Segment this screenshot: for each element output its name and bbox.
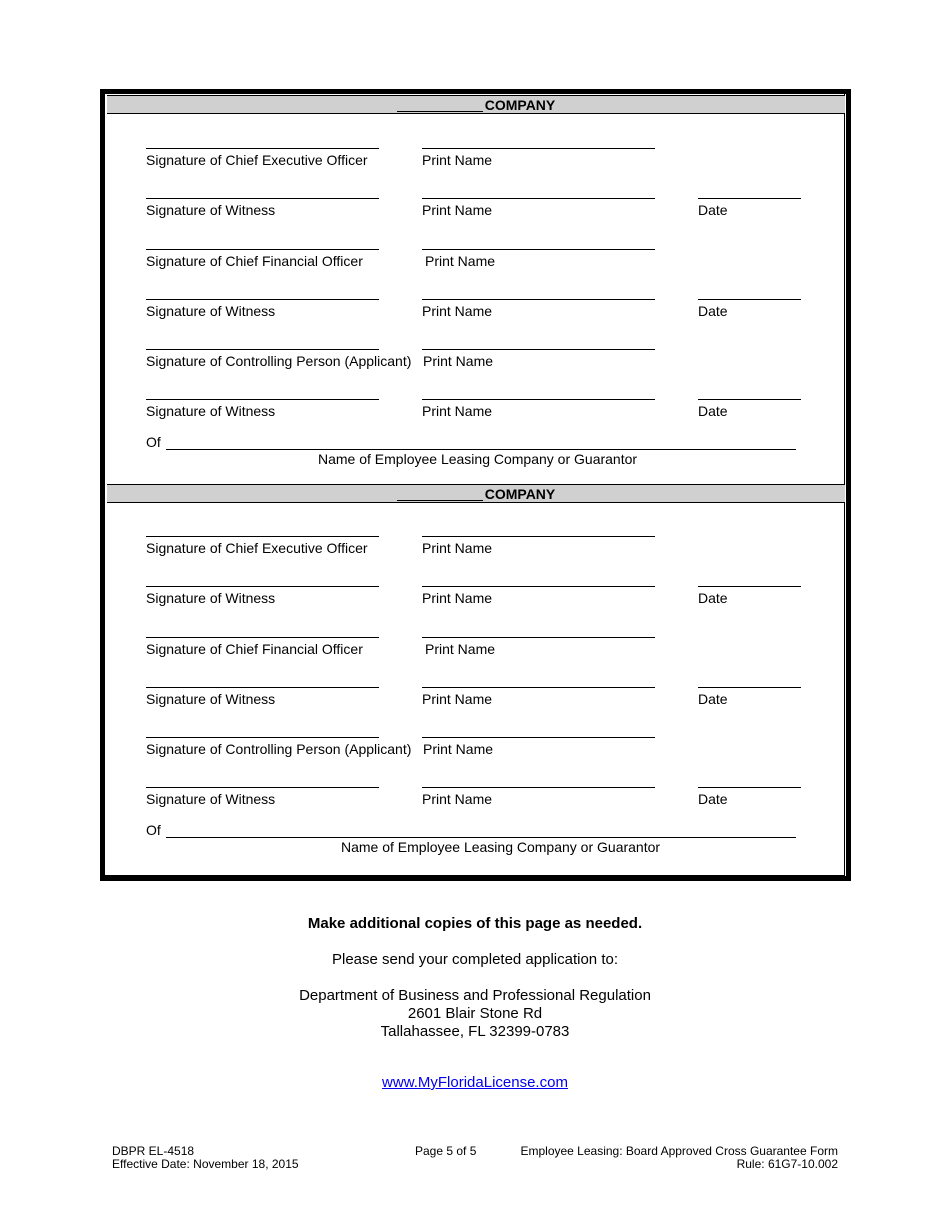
signature-line[interactable] (146, 349, 379, 350)
print-name-label: Print Name (422, 791, 493, 807)
signature-row (107, 349, 845, 399)
print-name-label: Print Name (422, 303, 493, 319)
footer-right (520, 1145, 838, 1171)
website-link[interactable]: www.MyFloridaLicense.com (382, 1074, 568, 1091)
print-name-label: Print Name (422, 152, 493, 168)
witness-row (107, 299, 845, 349)
section-2-company-blank[interactable] (397, 486, 483, 501)
of-company-row (146, 822, 806, 838)
signature-label: Signature of Chief Financial Officer (146, 641, 363, 657)
of-caption: Name of Employee Leasing Company or Guarantor (341, 839, 661, 855)
print-name-line[interactable] (422, 687, 655, 688)
date-label: Date (698, 791, 728, 807)
print-name-label: Print Name (422, 590, 493, 606)
effective-date: Effective Date: November 18, 2015 (112, 1157, 299, 1171)
print-name-line[interactable] (422, 249, 655, 250)
signature-label: Signature of Witness (146, 791, 276, 807)
date-label: Date (698, 403, 728, 419)
of-label: Of (146, 822, 161, 838)
signature-line[interactable] (146, 249, 379, 250)
date-line[interactable] (698, 687, 801, 688)
print-name-label: Print Name (422, 691, 493, 707)
of-caption: Name of Employee Leasing Company or Guarantor (318, 451, 638, 467)
print-name-line[interactable] (422, 536, 655, 537)
signature-row (107, 737, 845, 787)
of-label: Of (146, 434, 161, 450)
section-1-company-blank[interactable] (397, 97, 483, 112)
signature-line[interactable] (146, 198, 379, 199)
of-company-row (146, 434, 806, 450)
signature-line[interactable] (146, 299, 379, 300)
section-2-title: COMPANY (484, 486, 556, 502)
print-name-line[interactable] (422, 198, 655, 199)
print-name-label: Print Name (422, 540, 493, 556)
print-name-label: Print Name (425, 641, 496, 657)
print-name-label: Print Name (425, 253, 496, 269)
print-name-label: Print Name (423, 353, 494, 369)
date-label: Date (698, 303, 728, 319)
print-name-label: Print Name (422, 202, 493, 218)
date-label: Date (698, 691, 728, 707)
signature-line[interactable] (146, 737, 379, 738)
date-line[interactable] (698, 586, 801, 587)
signature-label: Signature of Witness (146, 303, 276, 319)
signature-line[interactable] (146, 536, 379, 537)
section-1-title: COMPANY (484, 97, 556, 113)
send-to-text: Please send your completed application to: (331, 951, 618, 968)
signature-label: Signature of Witness (146, 202, 276, 218)
witness-row (107, 198, 845, 248)
print-name-label: Print Name (422, 403, 493, 419)
signature-line[interactable] (146, 687, 379, 688)
print-name-line[interactable] (422, 787, 655, 788)
date-line[interactable] (698, 299, 801, 300)
signature-line[interactable] (146, 586, 379, 587)
date-line[interactable] (698, 198, 801, 199)
witness-row (107, 687, 845, 737)
print-name-line[interactable] (422, 299, 655, 300)
print-name-line[interactable] (422, 148, 655, 149)
signature-line[interactable] (146, 787, 379, 788)
section-1-header (107, 95, 845, 114)
witness-row (107, 586, 845, 636)
signature-row (107, 536, 845, 586)
signature-row (107, 249, 845, 299)
form-title: Employee Leasing: Board Approved Cross Guarantee Form (520, 1144, 838, 1158)
signature-line[interactable] (146, 148, 379, 149)
date-label: Date (698, 590, 728, 606)
signature-label: Signature of Witness (146, 691, 276, 707)
company-name-line[interactable] (166, 449, 796, 450)
signature-label: Signature of Controlling Person (Applicant) (146, 353, 412, 369)
form-number: DBPR EL-4518 (112, 1144, 195, 1158)
signature-label: Signature of Chief Executive Officer (146, 152, 368, 168)
copies-note: Make additional copies of this page as needed. (307, 915, 643, 932)
print-name-line[interactable] (422, 586, 655, 587)
website-container (0, 1074, 950, 1091)
print-name-line[interactable] (422, 349, 655, 350)
print-name-line[interactable] (422, 399, 655, 400)
date-label: Date (698, 202, 728, 218)
signature-label: Signature of Chief Executive Officer (146, 540, 368, 556)
date-line[interactable] (698, 399, 801, 400)
signature-label: Signature of Witness (146, 403, 276, 419)
signature-label: Signature of Chief Financial Officer (146, 253, 363, 269)
address-line-1: Department of Business and Professional Regulation (299, 987, 651, 1004)
signature-row (107, 637, 845, 687)
signature-label: Signature of Witness (146, 590, 276, 606)
signature-line[interactable] (146, 637, 379, 638)
date-line[interactable] (698, 787, 801, 788)
signature-row (107, 148, 845, 198)
address-line-2: 2601 Blair Stone Rd (407, 1005, 543, 1022)
signature-label: Signature of Controlling Person (Applicant) (146, 741, 412, 757)
section-2-header (107, 484, 845, 503)
rule-number: Rule: 61G7-10.002 (736, 1157, 838, 1171)
footer-left (112, 1145, 299, 1171)
signature-line[interactable] (146, 399, 379, 400)
company-name-line[interactable] (166, 837, 796, 838)
print-name-label: Print Name (423, 741, 494, 757)
address-line-3: Tallahassee, FL 32399-0783 (380, 1023, 570, 1040)
print-name-line[interactable] (422, 637, 655, 638)
print-name-line[interactable] (422, 737, 655, 738)
page-number: Page 5 of 5 (415, 1144, 477, 1158)
